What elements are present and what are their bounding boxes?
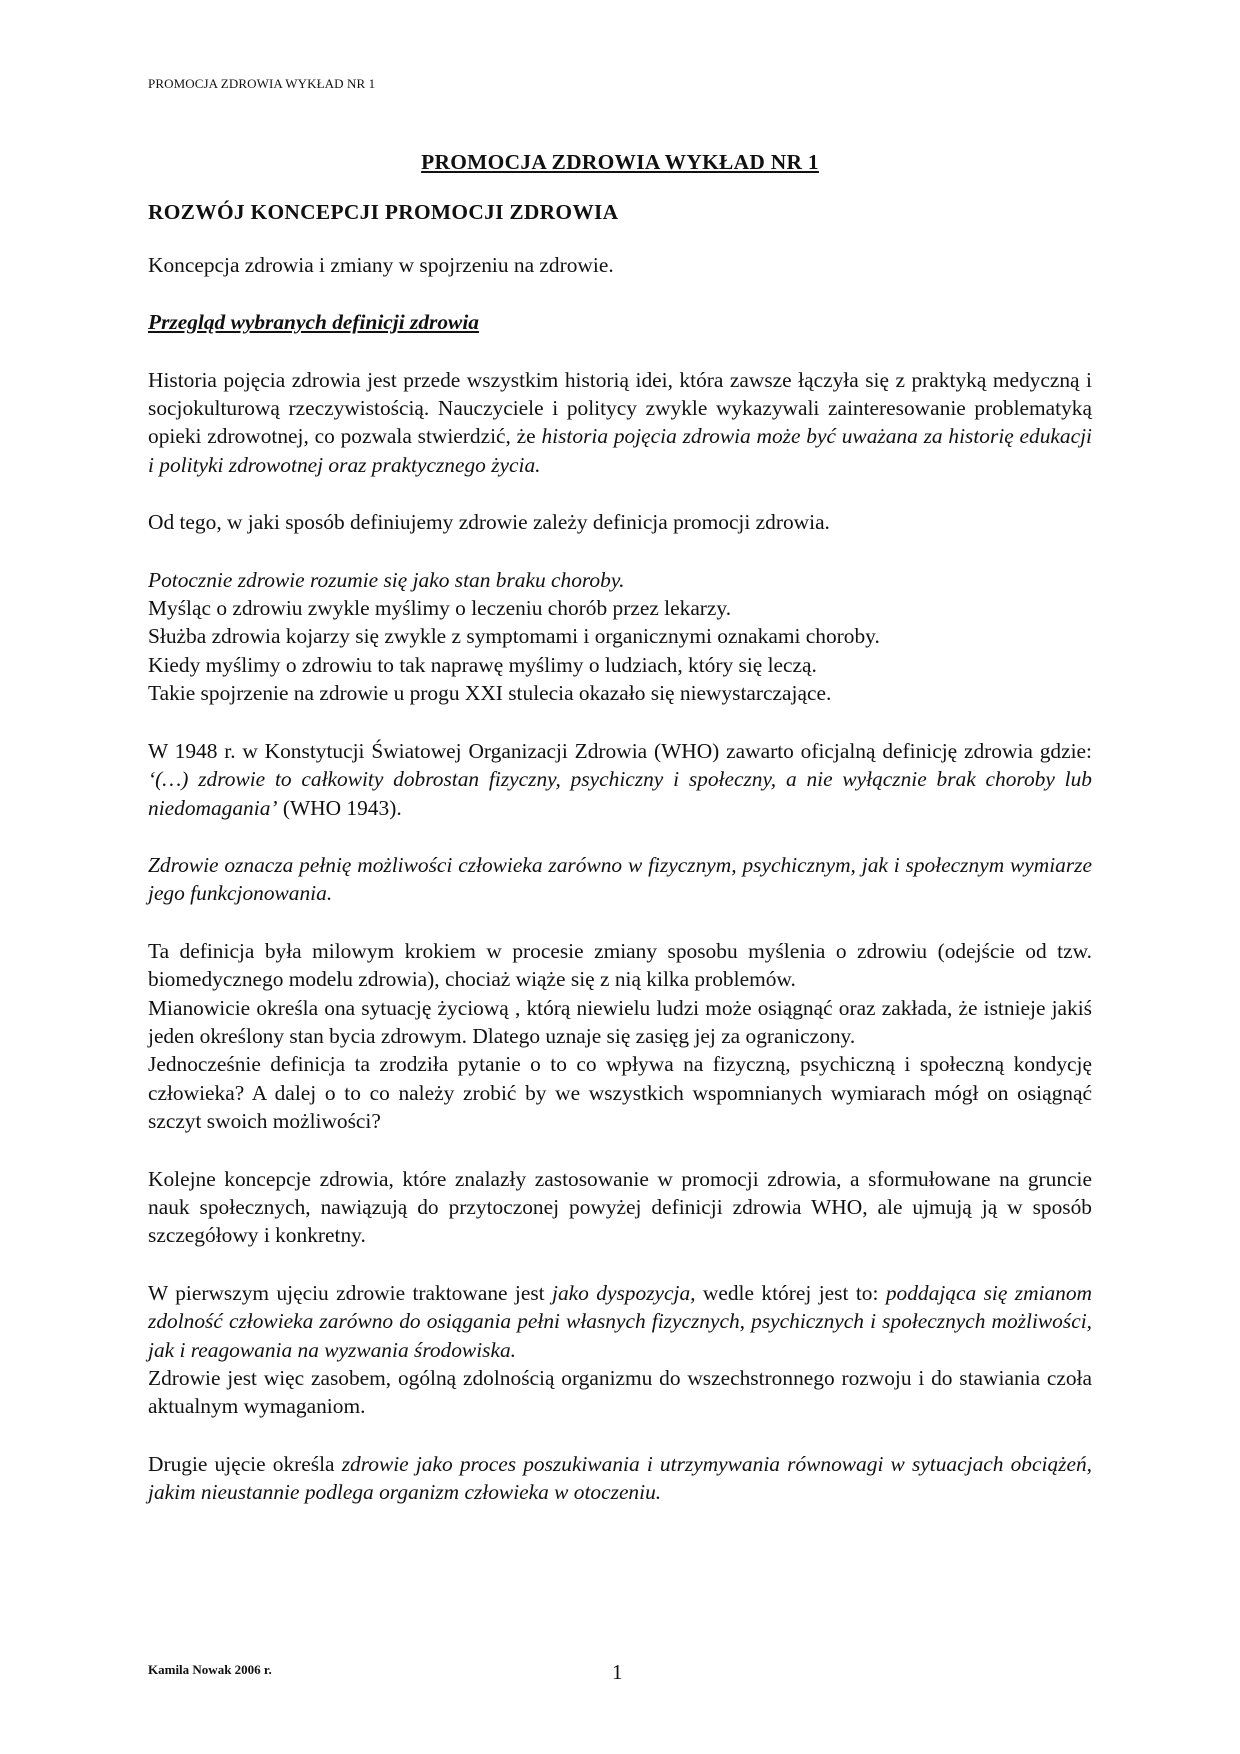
- common-view-line-3: Służba zdrowia kojarzy się zwykle z symptomami i organicznymi oznakami choroby.: [148, 624, 880, 649]
- paragraph-first-approach: [148, 1279, 1092, 1421]
- page-number: 1: [612, 1660, 623, 1684]
- who-definition-quote: ‘(…) zdrowie to całkowity dobrostan fizyczny, psychiczny i społeczny, a nie wyłącznie brak choroby lub niedomagania’: [148, 767, 1092, 820]
- paragraph-who-definition: [148, 737, 1092, 822]
- definition-problems-a: Ta definicja była milowym krokiem w procesie zmiany sposobu myślenia o zdrowiu (odejście od tzw. biomedycznego modelu zdrowia), chociaż wiąże się z nią kilka problemów.: [148, 938, 1092, 992]
- footer-author: Kamila Nowak 2006 r.: [148, 1662, 272, 1677]
- paragraph-second-approach: [148, 1450, 1092, 1507]
- running-header: PROMOCJA ZDROWIA WYKŁAD NR 1: [148, 76, 376, 91]
- paragraph-further-concepts: Kolejne koncepcje zdrowia, które znalazły zastosowanie w promocji zdrowia, a sformułowane na gruncie nauk społecznych, nawiązują do przytoczonej powyżej definicji zdrowia WHO, ale ujmują ją w sposób szczegółowy i konkretny.: [148, 1166, 1092, 1248]
- second-approach-emphasis: zdrowie jako proces poszukiwania i utrzymywania równowagi w sytuacjach obciążeń, jakim nieustannie podlega organizm człowieka w otoczeniu.: [148, 1451, 1092, 1505]
- second-approach-text: Drugie ujęcie określa: [148, 1451, 342, 1476]
- document-body: [148, 148, 1092, 1536]
- who-definition-citation: (WHO 1943).: [277, 795, 402, 820]
- paragraph-history: [148, 366, 1092, 480]
- common-view-line-5: Takie spojrzenie na zdrowie u progu XXI stulecia okazało się niewystarczające.: [148, 681, 832, 706]
- section-heading: Przegląd wybranych definicji zdrowia: [148, 310, 479, 335]
- first-approach-text-2: wedle której jest to:: [695, 1280, 886, 1305]
- paragraph-health-fullness: Zdrowie oznacza pełnię możliwości człowieka zarówno w fizycznym, psychicznym, jak i społecznym wymiarze jego funkcjonowania.: [148, 852, 1092, 906]
- first-approach-text-3: Zdrowie jest więc zasobem, ogólną zdolnością organizmu do wszechstronnego rozwoju i do stawiania czoła aktualnym wymaganiom.: [148, 1366, 1092, 1419]
- definition-problems-b: Mianowicie określa ona sytuację życiową , którą niewielu ludzi może osiągnąć oraz zakłada, że istnieje jakiś jeden określony stan bycia zdrowym. Dlatego uznaje się zasięg jej za ograniczony.: [148, 995, 1092, 1048]
- paragraph-definition-problems: [148, 937, 1092, 1136]
- first-approach-emphasis-1: jako dyspozycja,: [552, 1280, 696, 1305]
- paragraph-common-view: [148, 566, 1092, 708]
- paragraph-history-text: Historia pojęcia zdrowia jest przede wszystkim historią idei, która zawsze łączyła się z praktyką medyczną i socjokulturową rzeczywistością. Nauczyciele i politycy zwykle wykazywali zainteresowanie problematyką opieki zdrowotnej, co pozwala stwierdzić, że: [148, 367, 1092, 449]
- first-approach-text-1: W pierwszym ujęciu zdrowie traktowane jest: [148, 1280, 553, 1305]
- common-view-line-4: Kiedy myślimy o zdrowiu to tak naprawę myślimy o ludziach, który się leczą.: [148, 652, 817, 677]
- paragraph-history-emphasis: historia pojęcia zdrowia może być uważana za historię edukacji i polityki zdrowotnej oraz praktycznego życia.: [148, 424, 1092, 477]
- paragraph-definition-dependency: Od tego, w jaki sposób definiujemy zdrowie zależy definicja promocji zdrowia.: [148, 510, 830, 535]
- common-view-line-2: Myśląc o zdrowiu zwykle myślimy o leczeniu chorób przez lekarzy.: [148, 596, 732, 621]
- definition-problems-c: Jednocześnie definicja ta zrodziła pytanie o to co wpływa na fizyczną, psychiczną i społeczną kondycję człowieka? A dalej o to co należy zrobić by we wszystkich wspomnianych wymiarach mógł on osiągnąć szczyt swoich możliwości?: [148, 1052, 1092, 1134]
- document-title: PROMOCJA ZDROWIA WYKŁAD NR 1: [421, 150, 819, 174]
- who-definition-text: W 1948 r. w Konstytucji Światowej Organizacji Zdrowia (WHO) zawarto oficjalną definicję zdrowia gdzie:: [148, 738, 1092, 763]
- first-approach-emphasis-2: poddająca się zmianom zdolność człowieka zarówno do osiągania pełni własnych fizycznych, psychicznych i społecznych możliwości, jak i reagowania na wyzwania środowiska.: [148, 1280, 1092, 1362]
- document-subtitle: ROZWÓJ KONCEPCJI PROMOCJI ZDROWIA: [148, 200, 619, 225]
- common-view-line-1: Potocznie zdrowie rozumie się jako stan braku choroby.: [148, 567, 625, 592]
- intro-paragraph: Koncepcja zdrowia i zmiany w spojrzeniu na zdrowie.: [148, 252, 614, 277]
